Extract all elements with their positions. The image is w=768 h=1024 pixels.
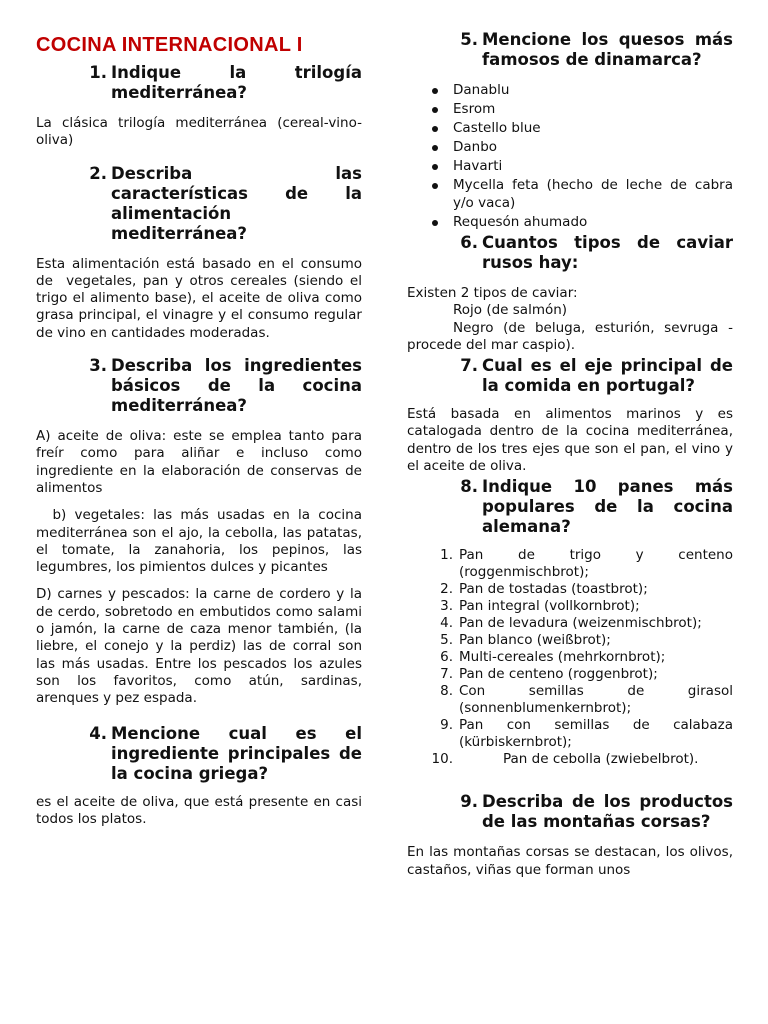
list-text: Pan de cebolla (zwiebelbrot). [503, 751, 699, 768]
list-item [407, 547, 733, 581]
list-number: 9. [440, 717, 453, 734]
answer-6-red: Rojo (de salmón) [453, 302, 568, 319]
question-1 [36, 63, 362, 103]
question-number: 7. [460, 356, 478, 376]
list-item: Castello blue [407, 120, 733, 138]
list-number: 3. [440, 598, 453, 615]
list-item: Mycella feta (hecho de leche de cabra y/o vaca) [407, 177, 733, 212]
question-number: 2. [89, 163, 107, 183]
question-number: 3. [89, 356, 107, 376]
question-number: 6. [460, 233, 478, 252]
question-6 [407, 233, 733, 273]
answer-1: La clásica trilogía mediterránea (cereal-vino-oliva) [36, 115, 362, 149]
list-text: Multi-cereales (mehrkornbrot); [459, 649, 666, 666]
question-number: 4. [89, 723, 107, 743]
list-text: Pan con semillas de calabaza (kürbiskernbrot); [459, 717, 733, 751]
list-text: Pan de levadura (weizenmischbrot); [459, 615, 702, 632]
question-number: 1. [89, 63, 107, 82]
question-5 [407, 30, 733, 70]
question-8 [407, 477, 733, 537]
question-text: Indique la trilogía mediterránea? [111, 63, 362, 102]
list-number: 1. [440, 547, 453, 564]
list-item [407, 598, 733, 615]
list-text: Pan blanco (weißbrot); [459, 632, 611, 649]
answer-2: Esta alimentación está basado en el consumo de vegetales, pan y otros cereales (siendo el trigo el alimento base), el aceite de oliva como grasa principal, el vinagre y el consumo regular de vino en cantidades moderadas. [36, 255, 367, 341]
question-text: Indique 10 panes más populares de la cocina alemana? [482, 477, 733, 537]
list-item: Esrom [407, 101, 733, 119]
list-item [407, 751, 733, 768]
list-text: Pan de centeno (roggenbrot); [459, 666, 658, 683]
list-number: 6. [440, 649, 453, 666]
list-item: Havarti [407, 158, 733, 176]
question-text: Cual es el eje principal de la comida en portugal? [482, 356, 733, 396]
list-item [407, 615, 733, 632]
question-number: 5. [460, 30, 478, 49]
question-4 [36, 724, 362, 784]
list-number: 5. [440, 632, 453, 649]
question-text: Mencione cual es el ingrediente principales de la cocina griega? [111, 723, 362, 783]
list-text: Con semillas de girasol (sonnenblumenkernbrot); [459, 683, 733, 717]
list-text: Pan integral (vollkornbrot); [459, 598, 640, 615]
question-9 [407, 792, 733, 832]
list-number: 10. [431, 751, 453, 768]
left-column [36, 30, 367, 838]
cheese-list [407, 82, 733, 231]
list-text: Pan de tostadas (toastbrot); [459, 581, 648, 598]
list-item [407, 717, 733, 751]
question-2 [36, 164, 362, 244]
answer-3-vegetables: b) vegetales: las más usadas en la cocina mediterránea son el ajo, la cebolla, las patatas, el tomate, la zanahoria, los pepinos, las legumbres, los pimientos dulces y picantes [36, 507, 367, 576]
list-item: Danablu [407, 82, 733, 100]
answer-3-olive-oil: A) aceite de oliva: este se emplea tanto para freír como para aliñar e incluso como ingrediente en la elaboración de conservas de alimentos [36, 428, 367, 496]
question-text: Describa de los productos de las montañas corsas? [482, 792, 733, 832]
question-text: Describa las características de la alimentación mediterránea? [111, 163, 362, 243]
answer-6-black: Negro (de beluga, esturión, sevruga - procede del mar caspio). [407, 319, 733, 353]
question-text: Mencione los quesos más famosos de dinamarca? [482, 30, 733, 69]
question-3 [36, 356, 362, 416]
question-number: 9. [460, 792, 478, 812]
list-number: 7. [440, 666, 453, 683]
question-number: 8. [460, 477, 478, 497]
answer-6-intro: Existen 2 tipos de caviar: [407, 285, 578, 301]
list-item: Requesón ahumado [407, 214, 733, 232]
bread-list [407, 547, 733, 768]
list-item [407, 649, 733, 666]
list-item [407, 683, 733, 717]
question-7 [407, 356, 733, 396]
list-number: 8. [440, 683, 453, 700]
answer-7: Está basada en alimentos marinos y es catalogada dentro de la cocina mediterránea, dentro de los tres ejes que son el pan, el vino y el aceite de oliva. [407, 406, 738, 475]
list-item [407, 632, 733, 649]
question-text: Cuantos tipos de caviar rusos hay: [482, 233, 733, 272]
list-text: Pan de trigo y centeno (roggenmischbrot); [459, 547, 733, 581]
right-column [407, 30, 738, 889]
answer-3-meats-fish: D) carnes y pescados: la carne de cordero y la de cerdo, sobretodo en embutidos como salami o jamón, la carne de caza menor también, (la liebre, el conejo y la perdiz) las de corral son las más usadas. Entre los pescados los azules son los favoritos, como atún, sardinas, arenques y pez espada. [36, 586, 367, 707]
answer-4: es el aceite de oliva, que está presente en casi todos los platos. [36, 793, 367, 827]
list-item [407, 581, 733, 598]
document-title: COCINA INTERNACIONAL I [36, 34, 303, 56]
list-number: 4. [440, 615, 453, 632]
answer-9: En las montañas corsas se destacan, los olivos, castaños, viñas que forman unos [407, 844, 738, 878]
question-text: Describa los ingredientes básicos de la cocina mediterránea? [111, 356, 362, 416]
list-number: 2. [440, 581, 453, 598]
list-item: Danbo [407, 139, 733, 157]
list-item [407, 666, 733, 683]
